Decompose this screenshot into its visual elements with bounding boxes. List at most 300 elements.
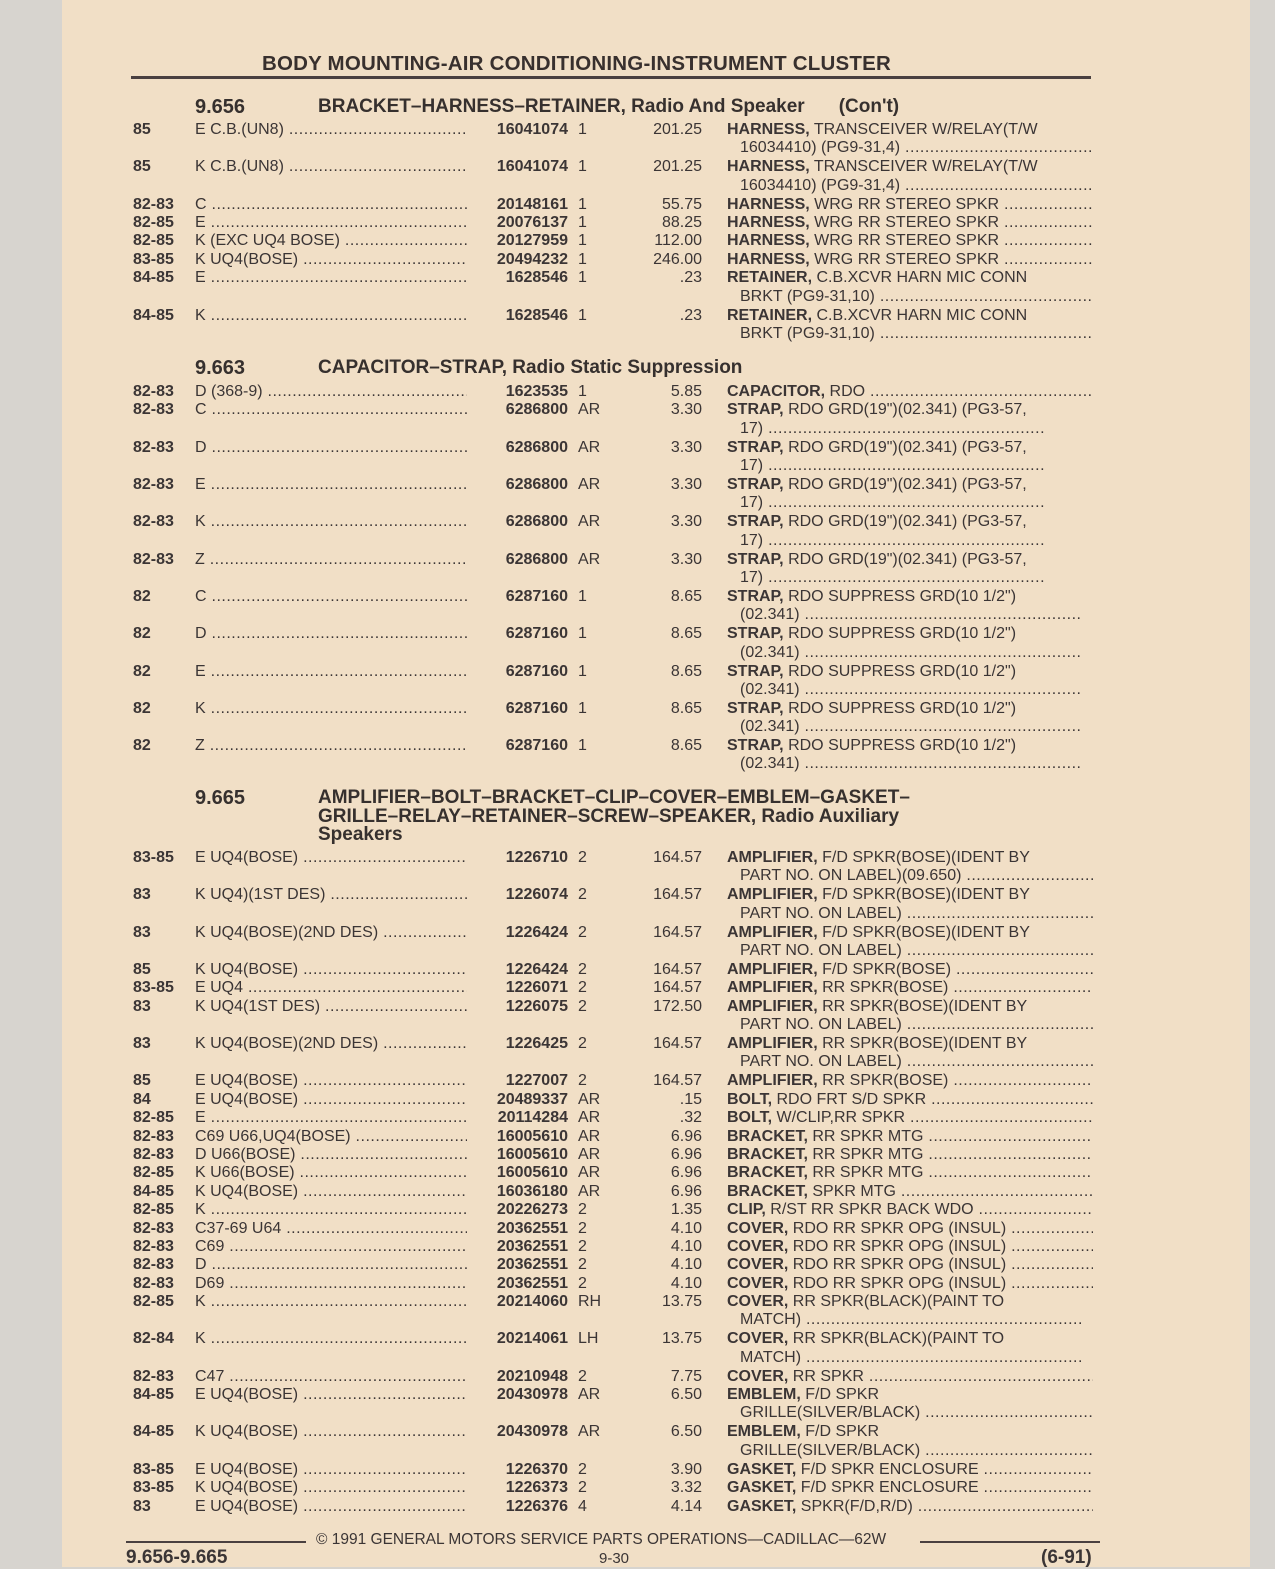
part-description	[727, 625, 1093, 662]
part-detail: RR SPKR MTG .....	[812, 1128, 1093, 1145]
part-number: 1628546	[505, 306, 568, 324]
part-detail-continued: 17) .....	[740, 569, 1045, 586]
model-years: 82-85	[133, 1201, 174, 1219]
part-detail-continued: MATCH) .....	[740, 1311, 1083, 1328]
price: 8.65	[670, 662, 702, 680]
part-detail: RDO SUPPRESS GRD(10 1/2")	[788, 699, 1017, 717]
application: K (EXC UQ4 BOSE) .....	[195, 232, 467, 250]
application: K UQ4(BOSE) .....	[195, 961, 467, 979]
model-years: 84	[133, 1090, 151, 1108]
part-detail: F/D SPKR(BOSE)(IDENT BY	[822, 849, 1030, 866]
part-detail-continued: (02.341) .....	[740, 644, 1081, 661]
quantity: 4	[578, 1497, 587, 1515]
part-number: 20127959	[496, 232, 568, 250]
part-description	[727, 737, 1093, 774]
application: K .....	[195, 1293, 467, 1311]
model-years: 83	[133, 997, 151, 1015]
application: D .....	[195, 439, 467, 457]
model-years: 85	[133, 1072, 151, 1090]
part-name: EMBLEM,	[727, 1386, 801, 1404]
part-detail: RDO .....	[830, 383, 1093, 400]
part-number: 20076137	[496, 214, 568, 231]
part-description	[727, 1183, 1093, 1201]
part-name: COVER,	[727, 1219, 789, 1237]
price: 164.57	[653, 886, 702, 904]
price: 4.14	[670, 1497, 702, 1515]
application: K .....	[195, 1330, 467, 1348]
model-years: 83	[133, 923, 151, 941]
part-description	[727, 1293, 1093, 1330]
price: 4.10	[670, 1256, 702, 1274]
model-years: 82-85	[133, 214, 174, 231]
quantity: 2	[578, 886, 587, 904]
price: 6.50	[670, 1423, 702, 1441]
part-name: COVER,	[727, 1293, 789, 1311]
price: 6.96	[670, 1145, 702, 1163]
quantity: 1	[578, 250, 587, 268]
model-years: 84-85	[133, 1423, 174, 1441]
part-number: 6287160	[505, 587, 568, 605]
model-years: 84-85	[133, 1386, 174, 1404]
part-description	[727, 1423, 1093, 1460]
part-detail: TRANSCEIVER W/RELAY(T/W	[813, 158, 1038, 176]
part-number: 20210948	[496, 1367, 568, 1385]
part-name: COVER,	[727, 1256, 789, 1274]
application: K UQ4(BOSE) .....	[195, 1183, 467, 1201]
part-number: 1227007	[505, 1072, 568, 1090]
part-number: 16005610	[496, 1145, 568, 1163]
price: 8.65	[670, 699, 702, 717]
footer-date-code: (6-91)	[1041, 1547, 1092, 1568]
part-name: HARNESS,	[727, 214, 810, 231]
part-detail: RDO RR SPKR OPG (INSUL) .....	[793, 1238, 1093, 1255]
part-description	[727, 961, 1093, 979]
part-detail: RR SPKR .....	[793, 1368, 1093, 1385]
section-title: Speakers	[318, 824, 403, 845]
part-detail: WRG RR STEREO SPKR .....	[814, 251, 1093, 268]
part-description	[727, 307, 1093, 344]
price: 88.25	[661, 214, 702, 231]
model-years: 82-83	[133, 1367, 174, 1385]
part-name: RETAINER,	[727, 269, 813, 287]
price: 7.75	[670, 1367, 702, 1385]
price: .23	[679, 306, 702, 324]
quantity: 1	[578, 625, 587, 643]
part-detail: R/ST RR SPKR BACK WDO .....	[770, 1201, 1093, 1218]
model-years: 82-83	[133, 1256, 174, 1274]
price: 246.00	[653, 250, 702, 268]
part-description	[727, 1091, 1093, 1109]
part-description	[727, 1220, 1093, 1238]
application: E .....	[195, 1109, 467, 1127]
quantity: AR	[578, 1164, 601, 1182]
part-detail-continued: 16034410) (PG9-31,4) .....	[740, 177, 1093, 194]
price: 164.57	[653, 960, 702, 978]
price: 3.30	[670, 401, 702, 419]
quantity: 1	[578, 587, 587, 605]
model-years: 85	[133, 121, 151, 138]
part-number: 1226370	[505, 1460, 568, 1478]
quantity: 2	[578, 1274, 587, 1292]
price: 3.30	[670, 476, 702, 493]
part-number: 6287160	[505, 699, 568, 717]
price: 4.10	[670, 1237, 702, 1255]
part-number: 1226710	[505, 849, 568, 866]
part-name: BRACKET,	[727, 1164, 808, 1182]
part-name: AMPLIFIER,	[727, 997, 818, 1015]
part-number: 1623535	[505, 383, 568, 400]
part-description	[727, 663, 1093, 700]
part-number: 20362551	[496, 1219, 568, 1237]
part-detail-continued: PART NO. ON LABEL) .....	[740, 942, 1093, 959]
part-number: 16041074	[496, 158, 568, 176]
part-detail: F/D SPKR(BOSE) .....	[822, 961, 1093, 978]
model-years: 82	[133, 625, 151, 643]
part-description	[727, 1128, 1093, 1146]
price: 3.30	[670, 513, 702, 531]
part-number: 20214060	[496, 1293, 568, 1311]
model-years: 82-83	[133, 1145, 174, 1163]
model-years: 82-83	[133, 438, 174, 456]
footer-rule-right	[920, 1541, 1100, 1543]
part-number: 20362551	[496, 1256, 568, 1274]
part-name: COVER,	[727, 1330, 789, 1348]
price: 3.30	[670, 550, 702, 568]
page-title: BODY MOUNTING-AIR CONDITIONING-INSTRUMENT CLUSTER	[262, 52, 891, 75]
part-name: AMPLIFIER,	[727, 1072, 818, 1090]
part-number: 20226273	[496, 1201, 568, 1219]
part-detail: RDO RR SPKR OPG (INSUL) .....	[793, 1256, 1093, 1273]
section-continued: (Con't)	[838, 96, 900, 117]
price: 1.35	[670, 1201, 702, 1219]
part-description	[727, 1146, 1093, 1164]
application: E C.B.(UN8) .....	[195, 121, 467, 139]
part-number: 20430978	[496, 1386, 568, 1404]
model-years: 82	[133, 587, 151, 605]
quantity: 1	[578, 214, 587, 231]
part-name: STRAP,	[727, 662, 784, 680]
model-years: 83	[133, 1035, 151, 1052]
section-number: 9.656	[195, 96, 246, 118]
part-detail: RDO FRT S/D SPKR .....	[776, 1091, 1093, 1108]
part-detail-continued: PART NO. ON LABEL)(09.650) .....	[740, 867, 1093, 884]
application: E .....	[195, 269, 467, 287]
price: 13.75	[661, 1293, 702, 1311]
part-number: 20430978	[496, 1423, 568, 1441]
part-detail-continued: MATCH) .....	[740, 1349, 1083, 1366]
part-description	[727, 232, 1093, 250]
part-name: STRAP,	[727, 550, 784, 568]
part-name: GASKET,	[727, 1460, 797, 1478]
part-detail-continued: (02.341) .....	[740, 681, 1081, 698]
price: 5.85	[670, 383, 702, 400]
price: 201.25	[653, 158, 702, 176]
quantity: 2	[578, 1237, 587, 1255]
part-name: STRAP,	[727, 513, 784, 531]
price: .32	[679, 1109, 702, 1127]
price: 172.50	[653, 997, 702, 1015]
section-title: GRILLE–RELAY–RETAINER–SCREW–SPEAKER, Radio Auxiliary	[318, 805, 900, 827]
part-detail: WRG RR STEREO SPKR .....	[814, 232, 1093, 249]
part-description	[727, 998, 1093, 1035]
part-detail: RDO RR SPKR OPG (INSUL) .....	[793, 1220, 1093, 1237]
quantity: 2	[578, 1035, 587, 1052]
application: E UQ4(BOSE) .....	[195, 1072, 467, 1090]
price: 8.65	[670, 737, 702, 755]
part-description	[727, 1330, 1093, 1367]
price: 6.96	[670, 1182, 702, 1200]
application: E UQ4(BOSE) .....	[195, 1091, 467, 1109]
quantity: 2	[578, 1479, 587, 1497]
part-number: 1628546	[505, 269, 568, 287]
application: C47 .....	[195, 1368, 467, 1386]
part-detail: RDO RR SPKR OPG (INSUL) .....	[793, 1275, 1093, 1292]
part-detail: WRG RR STEREO SPKR .....	[814, 214, 1093, 231]
section-title: BRACKET–HARNESS–RETAINER, Radio And Speaker (Con't)	[318, 96, 900, 117]
footer-section-range: 9.656-9.665	[126, 1547, 228, 1568]
part-name: HARNESS,	[727, 195, 810, 213]
quantity: AR	[578, 1109, 601, 1127]
part-description	[727, 383, 1093, 401]
part-number: 6287160	[505, 737, 568, 755]
part-detail: RDO GRD(19")(02.341) (PG3-57,	[788, 438, 1027, 456]
part-description	[727, 1479, 1093, 1497]
price: 6.50	[670, 1386, 702, 1404]
price: 6.96	[670, 1127, 702, 1145]
part-name: HARNESS,	[727, 121, 810, 138]
quantity: AR	[578, 476, 601, 493]
application: K UQ4)(1ST DES) .....	[195, 886, 467, 904]
part-name: AMPLIFIER,	[727, 1035, 818, 1052]
part-name: AMPLIFIER,	[727, 979, 818, 997]
part-name: HARNESS,	[727, 250, 810, 268]
price: 164.57	[653, 849, 702, 866]
part-number: 1226376	[505, 1497, 568, 1515]
model-years: 83-85	[133, 1460, 174, 1478]
model-years: 82-83	[133, 383, 174, 400]
price: 8.65	[670, 587, 702, 605]
part-detail: RR SPKR(BOSE)(IDENT BY	[822, 1035, 1028, 1052]
application: E .....	[195, 214, 467, 232]
quantity: LH	[578, 1330, 599, 1348]
price: 55.75	[661, 195, 702, 213]
part-name: AMPLIFIER,	[727, 886, 818, 904]
part-detail: RR SPKR(BLACK)(PAINT TO	[792, 1330, 1005, 1348]
quantity: 2	[578, 960, 587, 978]
part-description	[727, 1164, 1093, 1182]
section-number: 9.665	[195, 787, 246, 809]
application: K UQ4(BOSE) .....	[195, 1479, 467, 1497]
part-detail-continued: 16034410) (PG9-31,4) .....	[740, 139, 1093, 156]
quantity: 2	[578, 923, 587, 941]
part-detail: TRANSCEIVER W/RELAY(T/W	[813, 121, 1038, 138]
application: E UQ4 .....	[195, 979, 467, 997]
model-years: 83-85	[133, 849, 174, 866]
part-detail: RDO GRD(19")(02.341) (PG3-57,	[788, 476, 1027, 493]
part-description	[727, 214, 1093, 232]
part-description	[727, 1368, 1093, 1386]
model-years: 83-85	[133, 979, 174, 997]
part-description	[727, 196, 1093, 214]
application: D (368-9) .....	[195, 383, 467, 401]
part-description	[727, 251, 1093, 269]
part-name: STRAP,	[727, 699, 784, 717]
part-detail-continued: PART NO. ON LABEL) .....	[740, 905, 1093, 922]
price: 4.10	[670, 1274, 702, 1292]
application: K UQ4(BOSE) .....	[195, 1423, 467, 1441]
quantity: 1	[578, 662, 587, 680]
part-detail: RR SPKR(BOSE) .....	[822, 1072, 1093, 1089]
part-description	[727, 886, 1093, 923]
application: E UQ4(BOSE) .....	[195, 1498, 467, 1516]
part-number: 20494232	[496, 250, 568, 268]
part-detail: SPKR(F/D,R/D) .....	[801, 1498, 1093, 1515]
part-detail: RR SPKR(BOSE) .....	[822, 979, 1093, 996]
section-title: CAPACITOR–STRAP, Radio Static Suppression	[318, 357, 743, 378]
footer-copyright: © 1991 GENERAL MOTORS SERVICE PARTS OPERATIONS—CADILLAC—62W	[316, 1531, 887, 1548]
part-name: STRAP,	[727, 587, 784, 605]
application: K C.B.(UN8) .....	[195, 158, 467, 176]
part-description	[727, 1109, 1093, 1127]
application: K .....	[195, 307, 467, 325]
part-detail: F/D SPKR	[805, 1386, 880, 1404]
application: D .....	[195, 625, 467, 643]
part-name: AMPLIFIER,	[727, 960, 818, 978]
part-name: RETAINER,	[727, 306, 813, 324]
part-description	[727, 551, 1093, 588]
part-number: 20489337	[496, 1090, 568, 1108]
price: 164.57	[653, 923, 702, 941]
quantity: 2	[578, 1201, 587, 1219]
application: C37-69 U64 .....	[195, 1220, 467, 1238]
part-name: GASKET,	[727, 1497, 797, 1515]
part-description	[727, 1498, 1093, 1516]
price: 13.75	[661, 1330, 702, 1348]
part-number: 20214061	[496, 1330, 568, 1348]
part-detail: F/D SPKR ENCLOSURE .....	[801, 1461, 1093, 1478]
part-detail-continued: (02.341) .....	[740, 755, 1081, 772]
part-description	[727, 476, 1093, 513]
part-description	[727, 1238, 1093, 1256]
part-detail-continued: BRKT (PG9-31,10) .....	[740, 288, 1093, 305]
application: D U66(BOSE) .....	[195, 1146, 467, 1164]
quantity: 1	[578, 737, 587, 755]
part-detail-continued: PART NO. ON LABEL) .....	[740, 1016, 1093, 1033]
part-name: BOLT,	[727, 1109, 773, 1127]
price: 3.32	[670, 1479, 702, 1497]
part-name: STRAP,	[727, 438, 784, 456]
application: K UQ4(1ST DES) .....	[195, 998, 467, 1016]
part-number: 6286800	[505, 438, 568, 456]
price: 6.96	[670, 1164, 702, 1182]
application: E UQ4(BOSE) .....	[195, 1386, 467, 1404]
part-detail: RR SPKR(BOSE)(IDENT BY	[822, 997, 1028, 1015]
part-detail: F/D SPKR(BOSE)(IDENT BY	[822, 923, 1030, 941]
price: .23	[679, 269, 702, 287]
part-number: 16041074	[496, 121, 568, 138]
quantity: AR	[578, 1090, 601, 1108]
part-detail: F/D SPKR	[805, 1423, 880, 1441]
part-detail: RDO SUPPRESS GRD(10 1/2")	[788, 737, 1017, 755]
part-name: STRAP,	[727, 476, 784, 493]
model-years: 82	[133, 737, 151, 755]
price: .15	[679, 1090, 702, 1108]
quantity: 2	[578, 1219, 587, 1237]
part-name: BRACKET,	[727, 1182, 808, 1200]
model-years: 83	[133, 886, 151, 904]
price: 8.65	[670, 625, 702, 643]
part-number: 20362551	[496, 1274, 568, 1292]
part-number: 16036180	[496, 1182, 568, 1200]
quantity: 2	[578, 1460, 587, 1478]
part-number: 1226074	[505, 886, 568, 904]
application: E .....	[195, 476, 467, 494]
application: K .....	[195, 513, 467, 531]
part-name: BRACKET,	[727, 1127, 808, 1145]
application: D69 .....	[195, 1275, 467, 1293]
part-number: 20114284	[497, 1109, 568, 1127]
part-name: GASKET,	[727, 1479, 797, 1497]
part-number: 6286800	[505, 401, 568, 419]
part-detail: RDO SUPPRESS GRD(10 1/2")	[788, 625, 1017, 643]
quantity: AR	[578, 1182, 601, 1200]
part-number: 6286800	[505, 513, 568, 531]
part-description	[727, 158, 1093, 195]
part-detail: RDO SUPPRESS GRD(10 1/2")	[788, 587, 1017, 605]
part-description	[727, 924, 1093, 961]
part-description	[727, 1275, 1093, 1293]
model-years: 82-83	[133, 1237, 174, 1255]
part-name: AMPLIFIER,	[727, 849, 818, 866]
model-years: 82	[133, 699, 151, 717]
application: E UQ4(BOSE) .....	[195, 849, 467, 867]
quantity: 2	[578, 979, 587, 997]
application: K .....	[195, 1201, 467, 1219]
part-number: 6287160	[505, 662, 568, 680]
part-number: 1226424	[505, 960, 568, 978]
model-years: 85	[133, 158, 151, 176]
model-years: 82-83	[133, 1127, 174, 1145]
part-description	[727, 1201, 1093, 1219]
price: 164.57	[653, 1072, 702, 1090]
part-description	[727, 1035, 1093, 1072]
quantity: 1	[578, 699, 587, 717]
application: K UQ4(BOSE)(2ND DES) .....	[195, 924, 467, 942]
quantity: 1	[578, 195, 587, 213]
part-description	[727, 700, 1093, 737]
price: 112.00	[654, 232, 702, 250]
part-name: CLIP,	[727, 1201, 766, 1219]
part-detail-continued: BRKT (PG9-31,10) .....	[740, 325, 1093, 342]
model-years: 85	[133, 960, 151, 978]
part-description	[727, 1461, 1093, 1479]
model-years: 82-83	[133, 550, 174, 568]
quantity: AR	[578, 1127, 601, 1145]
part-detail-continued: 17) .....	[740, 532, 1045, 549]
quantity: 2	[578, 1367, 587, 1385]
model-years: 82-83	[133, 1274, 174, 1292]
part-number: 16005610	[496, 1164, 568, 1182]
part-name: COVER,	[727, 1367, 789, 1385]
quantity: AR	[578, 1386, 601, 1404]
application: K U66(BOSE) .....	[195, 1164, 467, 1182]
part-number: 1226071	[505, 979, 568, 997]
quantity: AR	[578, 550, 601, 568]
application: E UQ4(BOSE) .....	[195, 1461, 467, 1479]
part-description	[727, 439, 1093, 476]
model-years: 82-83	[133, 476, 174, 493]
application: K UQ4(BOSE)(2ND DES) .....	[195, 1035, 467, 1053]
